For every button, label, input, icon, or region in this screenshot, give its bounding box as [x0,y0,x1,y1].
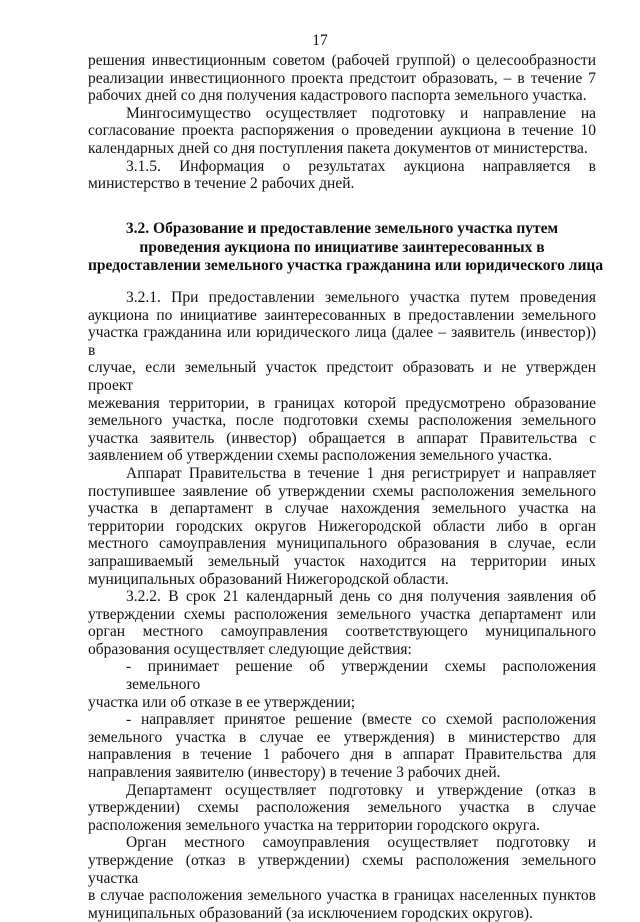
text-line: направления заявителю (инвестору) в течение 3 рабочих дней. [88,764,501,782]
list-item [88,711,596,781]
text-line: - направляет принятое решение (вместе со схемой расположения [126,711,596,729]
paragraph [88,588,596,658]
list-item [88,658,596,711]
text-line: Аппарат Правительства в течение 1 дня регистрирует и направляет [126,464,596,482]
text-line: - принимает решение об утверждении схемы расположения земельного [126,658,596,694]
text-line: 3.1.5. Информация о результатах аукциона направляется в [126,157,596,175]
text-line: утверждении) схемы расположения земельного участка в случае [88,799,596,817]
text-line: орган местного самоуправления соответствующего муниципального [88,623,596,641]
text-line: рабочих дней со дня получения кадастрового паспорта земельного участка. [88,87,587,105]
text-line: участка гражданина или юридического лица (далее – заявитель (инвестор)) в [88,324,596,359]
text-line: утверждении схемы расположения земельного участка департамент или [88,605,596,623]
text-line: муниципальных образований Нижегородской области. [88,570,449,588]
text-line: участка в департамент в случае нахождения земельного участка на [88,500,596,518]
page-number: 17 [312,32,328,49]
text-line: Орган местного самоуправления осуществляет подготовку и [126,834,596,852]
section-3-1-continuation [88,52,596,193]
text-line: территории городских округов Нижегородской области либо в орган [88,517,596,535]
text-line: аукциона по инициативе заинтересованных в предоставлении земельного [88,306,596,324]
text-line: запрашиваемый земельный участок находится на территории иных [88,552,596,570]
heading-line: проведения аукциона по инициативе заинтересованных в [139,238,545,256]
text-line: министерство в течение 2 рабочих дней. [88,175,355,193]
text-line: Мингосимущество осуществляет подготовку и направление на [126,104,596,122]
text-line: местного самоуправления муниципального образования в случае, если [88,535,596,553]
text-line: участка заявитель (инвестор) обращается в аппарат Правительства с [88,429,596,447]
text-line: направления в течение 1 рабочего дня в аппарат Правительства для [88,746,596,764]
paragraph [88,105,596,158]
text-line: участка или об отказе в ее утверждении; [88,693,356,711]
text-line: заявлением об утверждении схемы расположения земельного участка. [88,447,552,465]
text-line: межевания территории, в границах которой предусмотрено образование [88,394,596,412]
text-line: согласование проекта распоряжения о проведении аукциона в течение 10 [88,122,596,140]
text-line: расположения земельного участка на территории городского округа. [88,816,541,834]
text-line: реализации инвестиционного проекта предстоит образовать, – в течение 7 [88,69,596,87]
text-line: календарных дней со дня поступления пакета документов от министерства. [88,139,588,157]
text-line: решения инвестиционным советом (рабочей группой) о целесообразности [88,52,596,69]
text-line: 3.2.2. В срок 21 календарный день со дня получения заявления об [126,588,596,606]
paragraph [88,465,596,588]
text-line: Департамент осуществляет подготовку и утверждение (отказ в [126,781,596,799]
paragraph [88,782,596,835]
paragraph [88,289,596,465]
text-line: муниципальных образований (за исключением городских округов). [88,904,533,922]
paragraph [88,158,596,193]
paragraph [88,52,596,105]
text-line: 3.2.1. При предоставлении земельного участка путем проведения [126,289,596,306]
paragraph [88,834,596,922]
text-line: в случае расположения земельного участка в границах населенных пунктов [88,887,596,905]
section-3-2-body [88,289,596,922]
text-line: поступившее заявление об утверждении схемы расположения земельного [88,482,596,500]
text-line: образования осуществляет следующие действия: [88,640,412,658]
heading-line: предоставлении земельного участка гражданина или юридического лица [88,257,604,274]
text-line: утверждение (отказ в утверждении) схемы расположения земельного участка [88,852,596,887]
section-heading [88,220,604,276]
text-line: случае, если земельный участок предстоит образовать и не утвержден проект [88,359,596,394]
text-line: земельного участка, после подготовки схемы расположения земельного [88,412,596,430]
text-line: земельного участка в случае ее утверждения) в министерство для [88,728,596,746]
heading-line: 3.2. Образование и предоставление земельного участка путем [125,220,559,237]
